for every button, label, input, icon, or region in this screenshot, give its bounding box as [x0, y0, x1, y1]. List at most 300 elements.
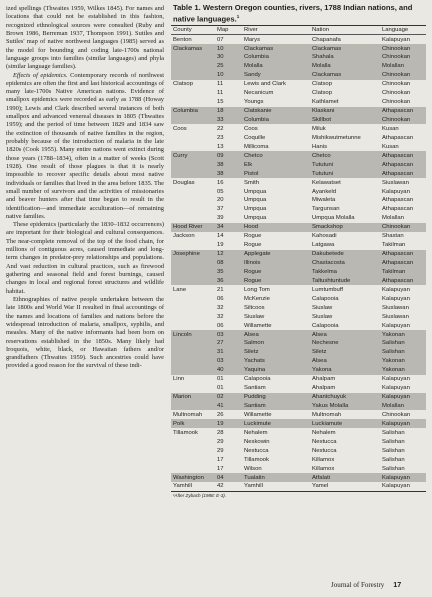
cell-nation: Tututuni	[310, 169, 380, 178]
cell-map: 17	[217, 456, 224, 463]
cell-nation: Clatsop	[312, 81, 332, 88]
cell-language: Athapascan	[380, 151, 426, 160]
cell-map: 36	[215, 276, 242, 285]
cell-county	[171, 196, 215, 205]
cell-county	[171, 214, 215, 223]
cell-nation: Nechesne	[310, 339, 380, 348]
body-text-column	[6, 5, 164, 371]
cell-language: Salishan	[382, 438, 405, 445]
cell-map: 37	[217, 206, 224, 213]
section-lead-italic: Effects of epidemics.	[13, 71, 68, 79]
cell-map: 35	[215, 267, 242, 276]
paragraph-1: ized spellings (Thwaites 1959, Wilkes 1845). For names and locations that could not be established in this fashion, recognized ethnological sources were consulted (Ruby and Brown 1986, Berreman 1937, Thompson 1991). Suttles and Suttles' map of native northwest languages (1985) served as the model for bounding and coding late-1700s national language groups into families (similar languages) and phyla (similar language families).	[6, 5, 164, 71]
cell-language: Kalapuyan	[382, 376, 410, 383]
cell-language: Chinookan	[380, 44, 426, 53]
cell-language: Athapascan	[380, 276, 426, 285]
cell-river: Salmon	[242, 339, 310, 348]
cell-map: 17	[217, 465, 224, 472]
cell-river: Pistol	[242, 169, 310, 178]
cell-map: 19	[217, 242, 224, 249]
cell-nation: Multnomah	[312, 411, 342, 418]
cell-map: 25	[215, 62, 242, 71]
cell-language: Chinookan	[382, 90, 411, 97]
cell-map: 05	[217, 188, 224, 195]
cell-map: 14	[217, 233, 224, 240]
cell-river: Columbia	[242, 116, 310, 125]
cell-county: Polk	[171, 419, 215, 428]
cell-county	[171, 402, 215, 411]
cell-county: Benton	[173, 36, 192, 43]
table-row	[171, 419, 426, 428]
cell-language: Siuslawan	[382, 304, 409, 311]
cell-river: Smith	[244, 179, 260, 186]
cell-county	[171, 169, 215, 178]
cell-river: Siltcoos	[244, 304, 265, 311]
caption-footnote-mark: 1	[236, 13, 240, 19]
cell-language: Kusan	[382, 143, 399, 150]
table-caption: Table 1. Western Oregon counties, rivers, 1788 Indian nations, and native languages.$^1$	[173, 3, 413, 24]
cell-language: Athapascan	[380, 259, 426, 268]
table-header-row	[171, 25, 426, 34]
cell-river: Yaquina	[242, 366, 310, 375]
table-row	[171, 124, 426, 133]
cell-language: Kalapuyan	[382, 286, 410, 293]
table-row	[171, 98, 426, 107]
cell-nation: Clatsop	[312, 90, 332, 97]
cell-river: Pudding	[242, 393, 310, 402]
cell-nation: Lumtumbuff	[312, 286, 343, 293]
cell-county	[171, 267, 215, 276]
table-row	[171, 187, 426, 196]
cell-map: 02	[215, 393, 242, 402]
cell-map: 38	[215, 169, 242, 178]
cell-county: Washington	[171, 473, 215, 482]
cell-map: 18	[215, 107, 242, 116]
table-row	[171, 446, 426, 455]
cell-map: 09	[215, 151, 242, 160]
cell-map: 03	[215, 357, 242, 366]
cell-map: 31	[215, 348, 242, 357]
cell-nation: Clackamas	[310, 44, 380, 53]
journal-name: Journal of Forestry	[331, 581, 385, 589]
cell-river: Alsea	[242, 330, 310, 339]
cell-nation: Nestucca	[312, 447, 337, 454]
cell-nation: Dakubetede	[310, 250, 380, 259]
cell-language: Molallan	[380, 62, 426, 71]
cell-nation: Kelawatset	[312, 179, 341, 186]
table-row	[171, 464, 426, 473]
cell-county	[171, 303, 215, 312]
cell-language: Kalapuyan	[380, 419, 426, 428]
cell-nation: Yamel	[310, 482, 380, 491]
cell-language: Kalapuyan	[380, 482, 426, 491]
cell-nation: Tututuni	[310, 160, 380, 169]
cell-map: 33	[215, 116, 242, 125]
cell-river: Youngs	[244, 99, 264, 106]
cell-nation: Kahosadi	[312, 233, 337, 240]
cell-river: Marys	[244, 36, 261, 43]
cell-language: Takilman	[380, 267, 426, 276]
cell-river: Applegate	[242, 250, 310, 259]
table-row	[171, 267, 426, 276]
paragraph-2-text: Contemporary records of northwest epidemics are often the first and last historical accountings of many late-1700s Native American nations. Evidence of smallpox epidemics were recorded as early as 1788 (Howay 1990); Lewis and Clark described several instances of both smallpox and advanced venereal diseases in 1805 (Thwaites 1959); and the period of time between 1829 and 1834 saw the extinction of thousands of native families in the region, probably because of the introduction of malaria in the late 1820s (Cook 1955). Many entire nations went extinct during those years (1788–1834), often in a matter of weeks (Scott 1928). One result of those plagues is that it is nearly impossible to recover specific details about most native individuals or families that lived in the area before 1835. The small number of survivors and the activities of missionaries and beaver hunters after that time began to result in the identification—and immediate acculturation—of remaining native families.	[6, 71, 164, 220]
table-row	[171, 214, 426, 223]
cell-county	[171, 339, 215, 348]
cell-county	[171, 357, 215, 366]
table-row	[171, 402, 426, 411]
table-row	[171, 160, 426, 169]
cell-river: Rogue	[242, 276, 310, 285]
cell-river: Siuslaw	[244, 313, 265, 320]
cell-nation: Klaskani	[310, 107, 380, 116]
cell-language: Siuslawan	[382, 179, 409, 186]
cell-language: Takilman	[382, 242, 406, 249]
cell-nation: Ahantchuyuk	[310, 393, 380, 402]
cell-county	[171, 142, 215, 151]
cell-county	[171, 62, 215, 71]
paragraph-2	[6, 72, 164, 222]
cell-nation: Miwaleta	[312, 197, 336, 204]
cell-county	[171, 89, 215, 98]
cell-map: 04	[215, 473, 242, 482]
table-row	[171, 169, 426, 178]
table-row	[171, 89, 426, 98]
table-body	[171, 35, 426, 492]
cell-language: Yakonan	[380, 330, 426, 339]
cell-river: Calapooia	[244, 376, 271, 383]
table-row	[171, 276, 426, 285]
cell-nation: Calapooia	[312, 295, 339, 302]
cell-nation: Molalla	[310, 62, 380, 71]
cell-county	[171, 116, 215, 125]
cell-river: Long Tom	[244, 286, 270, 293]
cell-map: 03	[215, 330, 242, 339]
cell-map: 06	[217, 322, 224, 329]
cell-nation: Atfalati	[310, 473, 380, 482]
cell-language: Yakonan	[380, 357, 426, 366]
table-footnote: ¹After Zybach (1988: E-3).	[173, 492, 227, 498]
table-row	[171, 384, 426, 393]
table-row	[171, 437, 426, 446]
cell-map: 10	[215, 71, 242, 80]
cell-map: 32	[217, 304, 224, 311]
table-row	[171, 178, 426, 187]
cell-nation: Siletz	[310, 348, 380, 357]
table-1	[171, 4, 428, 498]
cell-river: Wilson	[244, 465, 262, 472]
cell-county: Coos	[173, 125, 187, 132]
cell-language: Chinookan	[382, 99, 411, 106]
cell-nation: Hanis	[312, 143, 328, 150]
cell-map: 29	[217, 447, 224, 454]
cell-map: 01	[217, 376, 224, 383]
cell-river: Clackamas	[242, 44, 310, 53]
table-row	[171, 285, 426, 294]
cell-language: Athapascan	[380, 160, 426, 169]
table-row	[171, 312, 426, 321]
cell-nation: Chetco	[310, 151, 380, 160]
cell-nation: Targunsan	[312, 206, 340, 213]
table-row	[171, 80, 426, 89]
cell-map: 22	[217, 125, 224, 132]
cell-river: Coquille	[244, 134, 266, 141]
cell-county: Clackamas	[171, 44, 215, 53]
cell-county	[171, 53, 215, 62]
cell-nation: Chapanafa	[312, 36, 341, 43]
cell-map: 30	[215, 53, 242, 62]
cell-language: Kalapuyan	[382, 385, 410, 392]
cell-map: 38	[215, 160, 242, 169]
cell-language: Kalapuyan	[382, 188, 410, 195]
cell-map: 39	[217, 215, 224, 222]
cell-map: 21	[217, 286, 224, 293]
cell-map: 28	[217, 429, 224, 436]
cell-county: Douglas	[173, 179, 195, 186]
cell-river: McKenzie	[244, 295, 270, 302]
table-row	[171, 62, 426, 71]
table-row	[171, 196, 426, 205]
cell-nation: Nehalem	[312, 429, 336, 436]
cell-nation: Chastacosta	[310, 259, 380, 268]
cell-map: 20	[217, 197, 224, 204]
cell-river: Necanicum	[244, 90, 274, 97]
cell-county: Yamhill	[171, 482, 215, 491]
cell-river: Siletz	[242, 348, 310, 357]
cell-river: Rogue	[244, 233, 262, 240]
table-row	[171, 294, 426, 303]
table-row	[171, 357, 426, 366]
cell-county	[171, 446, 215, 455]
cell-map: 13	[217, 143, 224, 150]
cell-county	[171, 312, 215, 321]
table-row	[171, 142, 426, 151]
cell-river: Umpqua	[244, 197, 267, 204]
cell-language: Chinookan	[380, 116, 426, 125]
cell-county	[171, 187, 215, 196]
cell-nation: Alsea	[310, 357, 380, 366]
cell-nation: Kathlamet	[312, 99, 339, 106]
cell-nation: Killamox	[312, 456, 335, 463]
data-table	[171, 25, 426, 492]
cell-county: Marion	[171, 393, 215, 402]
cell-language: Salishan	[382, 465, 405, 472]
cell-language: Chinookan	[380, 71, 426, 80]
cell-language: Chinookan	[380, 53, 426, 62]
paragraph-4: Ethnographies of native people undertaken between the late 1800s and World War II resulted in final accountings of the names and locations of families and nations before the widespread introduction of malaria, smallpox, syphilis, and measles. Many of the native informants had been born on reservations established in the 1850s. Many likely had Iroquois, white, black, or Hawaiian fathers and/or grandfathers (Thwaites 1959). Such ancestries could have provided a good reason for the survival of these indi-	[6, 295, 164, 370]
header-language: Language	[380, 25, 426, 34]
cell-river: Nehalem	[244, 429, 268, 436]
cell-county	[171, 205, 215, 214]
cell-county: Linn	[173, 376, 185, 383]
table-row	[171, 259, 426, 268]
cell-map: 01	[217, 385, 224, 392]
cell-language: Kalapuyan	[380, 473, 426, 482]
cell-nation: Takkelma	[310, 267, 380, 276]
cell-language: Salishan	[380, 339, 426, 348]
cell-river: Willamette	[244, 411, 272, 418]
cell-nation: Shahala	[310, 53, 380, 62]
cell-nation: Nestucca	[312, 438, 337, 445]
cell-county: Josephine	[171, 250, 215, 259]
cell-language: Salishan	[380, 348, 426, 357]
cell-county: Jackson	[173, 233, 195, 240]
cell-map: 29	[217, 438, 224, 445]
cell-county: Multnomah	[173, 411, 203, 418]
cell-river: Rogue	[244, 242, 262, 249]
cell-river: Chetco	[242, 151, 310, 160]
header-county: County	[171, 25, 215, 34]
cell-nation: Ahalpam	[312, 376, 336, 383]
paragraph-3: These epidemics (particularly the 1830–1832 occurrences) are important for their biological and cultural consequences. The near-complete removal of the top of the food chain, for millions of contiguous acres, caused immediate and long-term changes in predator-prey relationships and populations. And vast reduction in cultural practices, such as firewood gathering and seasonal field and forest burnings, caused changes in local and regional forest structures and wildlife habitat.	[6, 221, 164, 295]
table-row	[171, 473, 426, 482]
cell-nation: Umpqua Molalla	[312, 215, 355, 222]
page-footer	[331, 580, 401, 589]
cell-language: Kusan	[382, 125, 399, 132]
cell-language: Chinookan	[382, 81, 411, 88]
cell-map: 42	[215, 482, 242, 491]
cell-language: Athapascan	[382, 197, 414, 204]
table-row	[171, 348, 426, 357]
cell-map: 11	[217, 81, 224, 88]
table-row	[171, 330, 426, 339]
cell-nation: Mishikwutmetunne	[312, 134, 361, 141]
cell-county: Lane	[173, 286, 187, 293]
cell-river: Clatskanie	[242, 107, 310, 116]
cell-nation: Yakona	[310, 366, 380, 375]
cell-county: Columbia	[171, 107, 215, 116]
table-row	[171, 107, 426, 116]
cell-map: 27	[215, 339, 242, 348]
cell-map: 34	[215, 223, 242, 232]
cell-river: Neskowin	[244, 438, 270, 445]
cell-nation: Taltushtuntude	[310, 276, 380, 285]
table-row	[171, 205, 426, 214]
cell-map: 10	[215, 44, 242, 53]
cell-river: Tillamook	[244, 456, 269, 463]
cell-county: Clatsop	[173, 81, 193, 88]
table-row	[171, 375, 426, 384]
cell-river: Nestucca	[244, 447, 269, 454]
cell-nation: Ayankeld	[312, 188, 337, 195]
cell-language: Siuslawan	[382, 313, 409, 320]
cell-map: 32	[217, 313, 224, 320]
cell-map: 26	[217, 411, 224, 418]
cell-county	[171, 71, 215, 80]
cell-nation: Alsea	[310, 330, 380, 339]
cell-river: Yamhill	[242, 482, 310, 491]
cell-map: 06	[217, 295, 224, 302]
cell-river: Willamette	[244, 322, 272, 329]
cell-nation: Calapooia	[312, 322, 339, 329]
cell-language: Salishan	[382, 447, 405, 454]
cell-county	[171, 321, 215, 330]
cell-language: Salishan	[382, 456, 405, 463]
cell-language: Athapascan	[380, 250, 426, 259]
cell-river: Hood	[242, 223, 310, 232]
cell-river: Umpqua	[244, 206, 267, 213]
table-row	[171, 232, 426, 241]
cell-language: Chinookan	[380, 223, 426, 232]
cell-river: Umpqua	[244, 188, 267, 195]
cell-language: Kalapuyan	[380, 393, 426, 402]
cell-county: Hood River	[171, 223, 215, 232]
cell-map: 11	[217, 90, 224, 97]
cell-county	[171, 160, 215, 169]
table-row	[171, 223, 426, 232]
header-river: River	[242, 25, 310, 34]
cell-river: Sandy	[242, 71, 310, 80]
cell-language: Chinookan	[382, 411, 411, 418]
table-row	[171, 303, 426, 312]
table-row	[171, 241, 426, 250]
cell-map: 40	[215, 366, 242, 375]
cell-river: Santiam	[242, 402, 310, 411]
page-number: 17	[393, 580, 402, 589]
cell-county: Tillamook	[173, 429, 198, 436]
table-row	[171, 53, 426, 62]
table-row	[171, 133, 426, 142]
cell-county	[171, 98, 215, 107]
cell-nation: Skillbot	[310, 116, 380, 125]
cell-map: 07	[217, 36, 224, 43]
cell-river: Coos	[244, 125, 258, 132]
cell-map: 19	[215, 419, 242, 428]
cell-river: Molalla	[242, 62, 310, 71]
cell-river: Illinois	[242, 259, 310, 268]
table-row	[171, 71, 426, 80]
cell-county: Lincoln	[171, 330, 215, 339]
cell-county	[171, 464, 215, 473]
cell-county	[171, 294, 215, 303]
cell-map: 23	[217, 134, 224, 141]
cell-map: 16	[217, 179, 224, 186]
table-row	[171, 410, 426, 419]
cell-language: Kalapuyan	[382, 322, 410, 329]
cell-river: Columbia	[242, 53, 310, 62]
cell-county	[171, 133, 215, 142]
cell-county	[171, 276, 215, 285]
cell-river: Millicoma	[244, 143, 269, 150]
table-row	[171, 44, 426, 53]
cell-river: Yachats	[242, 357, 310, 366]
cell-language: Athapascan	[380, 107, 426, 116]
cell-nation: Miluk	[312, 125, 326, 132]
cell-county	[171, 366, 215, 375]
table-row	[171, 428, 426, 437]
cell-language: Kalapuyan	[382, 36, 410, 43]
cell-map: 15	[217, 99, 224, 106]
cell-river: Lewis and Clark	[244, 81, 286, 88]
cell-river: Luckimute	[242, 419, 310, 428]
table-row	[171, 116, 426, 125]
cell-nation: Yakus Molalla	[310, 402, 380, 411]
cell-river: Tualatin	[242, 473, 310, 482]
table-row	[171, 321, 426, 330]
cell-language: Molallan	[382, 215, 404, 222]
cell-nation: Latgawa	[312, 242, 335, 249]
cell-nation: Ahalpam	[312, 385, 336, 392]
cell-river: Rogue	[242, 267, 310, 276]
cell-nation: Smackshop	[310, 223, 380, 232]
header-nation: Nation	[310, 25, 380, 34]
table-row	[171, 35, 426, 44]
table-row	[171, 250, 426, 259]
cell-county	[171, 241, 215, 250]
cell-language: Molallan	[380, 402, 426, 411]
cell-nation: Siuslaw	[312, 313, 333, 320]
cell-language: Athapascan	[382, 206, 414, 213]
cell-county	[171, 455, 215, 464]
